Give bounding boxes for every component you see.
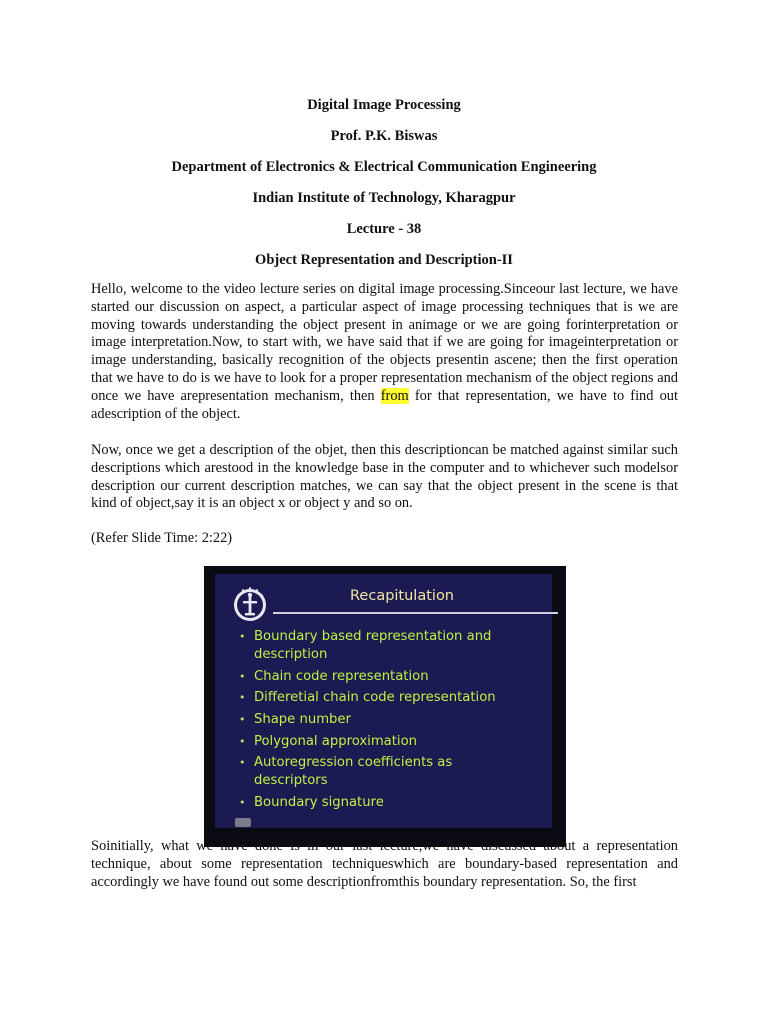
slide-bullet-item: • Boundary based representation and description [239, 628, 522, 664]
slide-panel [215, 574, 552, 828]
professor-name: Prof. P.K. Biswas [330, 128, 438, 144]
slide-bullet-item: • Chain code representation [239, 668, 522, 686]
slide-title: Recapitulation [350, 588, 454, 604]
slide-corner-badge [235, 818, 251, 827]
iit-kharagpur-emblem-icon [231, 586, 269, 624]
institute-name: Indian Institute of Technology, Kharagpur [252, 190, 516, 206]
course-title: Digital Image Processing [307, 97, 461, 113]
slide-title-divider [273, 612, 558, 614]
slide-bullet-item: • Polygonal approximation [239, 733, 522, 751]
intro-text-start: Hello, welcome to the video lecture series on digital image processing.Sinceour last lecture, we have started our discussion on aspect, a particular aspect of image processing techniques that is we are moving towards understanding the object present in animage or we are going forinterpretation or image interpretation.Now, to start with, we have said that if we are going for imageinterpretation or image understanding, basically recognition of the objects presentin ascene; then the first operation that we have to do is we have to look for a proper representation mechanism of the object regions and once we have arepresentation mechanism, then [91, 281, 678, 404]
department-name: Department of Electronics & Electrical Communication Engineering [171, 159, 597, 175]
lecture-number: Lecture - 38 [346, 221, 422, 237]
slide-bullet-list [239, 628, 522, 816]
slide-bullet-item: • Shape number [239, 711, 522, 729]
description-paragraph: Now, once we get a description of the objet, then this descriptioncan be matched against similar such descriptions which arestood in the knowledge base in the computer and to whichever such modelsor description our current description matches, we can say that the object present in the scene is that kind of object,say it is an object x or object y and so on. [91, 442, 678, 512]
lecture-slide-image [204, 566, 566, 847]
intro-text-end: for that representation, we have to find out adescription of the object. [91, 387, 678, 422]
slide-bullet-item: • Boundary signature [239, 794, 522, 812]
summary-paragraph: Soinitially, what we have done is in our last lecture,we have discussed about a representation technique, about some representation techniqueswhich are boundary-based representation and accordingly we have found out some descriptionfromthis boundary representation. So, the first [91, 838, 678, 890]
highlighted-word: from [380, 387, 409, 404]
slide-reference: (Refer Slide Time: 2:22) [91, 530, 233, 546]
intro-paragraph [91, 281, 678, 423]
lecture-topic: Object Representation and Description-II [255, 252, 513, 268]
slide-bullet-item: • Autoregression coefficients as descriptors [239, 754, 522, 790]
slide-bullet-item: • Differetial chain code representation [239, 689, 522, 707]
